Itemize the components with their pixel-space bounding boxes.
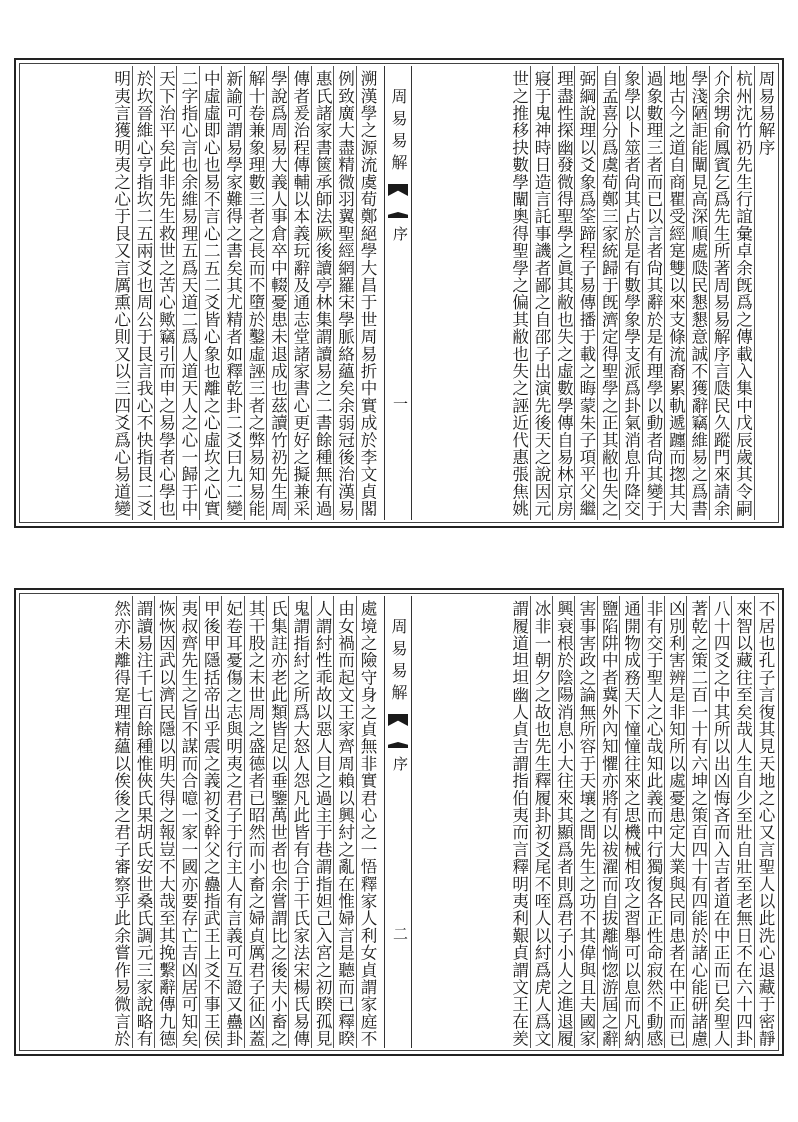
text-column: 氏集註亦老此類皆足以垂鑒萬世者也余嘗謂比之後夫小畜之	[266, 596, 288, 1048]
text-column: 謂履道坦坦幽人貞吉謂指伯夷而言釋明夷利艱貞謂文王在羑	[509, 600, 529, 1048]
text-column: 周易易解序	[754, 66, 776, 520]
text-column: 解十卷兼象理數三者之長而不墮於鑿虛誣三者之弊易知易能	[244, 66, 266, 520]
right-half-page	[416, 596, 776, 1048]
leaf-bottom	[14, 588, 784, 1056]
text-column: 八十四爻之中其所以出凶悔吝而入吉者道在中正而已矣聖人	[709, 596, 731, 1048]
banxin-section-mark: 序	[391, 756, 409, 771]
banxin-page-number: 二	[391, 926, 409, 941]
text-column: 處境之險守身之貞無非實君心之一悟釋家人利女貞謂家庭不	[356, 596, 378, 1048]
text-column: 理盡性探幽發微得聖學之眞其敝也失之虛數學傳自易林京房	[552, 66, 574, 520]
fish-tail-mark-icon	[388, 742, 408, 748]
text-column: 害事害政之論無所容于天壤之間先生之功不其偉與且夫國家	[574, 596, 596, 1048]
text-column: 二字指心言也余維易理五爲天道二爲人道天人之心一歸于中	[176, 66, 198, 520]
fish-tail-mark-icon	[388, 212, 408, 218]
banxin-center-fold	[384, 596, 412, 1048]
text-column: 象學以卜筮者尙其占於是有數學象學支派爲卦氣消息升降交	[619, 66, 641, 520]
text-column: 非有交于聖人之心哉知此義而中行獨復各正性命寂然不動感	[642, 596, 664, 1048]
text-column: 弼綱說理以爻象爲筌蹄程子易傳播于載之晦蒙朱子項平父繼	[574, 66, 596, 520]
text-column: 地古今之道自商瞿受經寔雙以來支條流裔累軌遞躔而揔其大	[664, 66, 686, 520]
text-column: 明夷言獲明夷之心于艮又言厲熏心則又以三四爻爲心易道變	[111, 70, 131, 518]
text-column: 新諭可謂易學家難得之書矣其尤精者如釋乾卦二爻曰九二變	[221, 66, 243, 520]
text-column: 世之推移抉數學闡奧得聖學之偏其敝也失之誣近代惠張焦姚	[509, 70, 529, 518]
left-half-page	[22, 66, 378, 520]
text-column: 甲後甲隱括帝出乎震之義初爻幹父之蠱指武王上爻不事王侯	[199, 596, 221, 1048]
text-column: 不居也孔子言復其見天地之心又言聖人以此洗心退藏于密靜	[754, 596, 776, 1048]
text-column: 介余甥俞鳳賓乞爲先生所著周易易解序言瓞民久蹤門來請余	[709, 66, 731, 520]
text-column: 自孟喜分爲虞荀鄭三家統歸于旣濟定得聖學之正其敝也失之	[597, 66, 619, 520]
text-column: 寢于鬼神時日造言託事譏者鄙之自邵子出演先後天之說因元	[530, 66, 552, 520]
text-column: 天下治平矣此非先生救世之苦心歟竊引而申之易學者心學也	[154, 66, 176, 520]
text-column: 謂讀易注千七百餘種惟俠氏果胡氏安世桑氏調元三家說略有	[132, 596, 154, 1048]
banxin-title: 周易易解	[389, 88, 408, 176]
banxin-page-number: 一	[391, 396, 409, 411]
text-column: 溯漢學之源流虞荀鄭絕學大昌于世周易折中實成於李文貞閣	[356, 66, 378, 520]
text-column: 鹽陷阱中者冀外內知懼亦將有以祓濯而自拔離惝惚游屆之辭	[597, 596, 619, 1048]
text-column: 通開物成務天下憧憧往來之思機械相攻之習舉可以息而凡納	[619, 596, 641, 1048]
text-column: 鬼謂指紂之所爲大怒人怨凡此皆有合于干氏家法宋楊氏易傳	[288, 596, 310, 1048]
text-column: 學淺陋詎能闡見高深順處瓞民懇懇意誠不獲辭竊維易之爲書	[686, 66, 708, 520]
banxin-title: 周易易解	[389, 618, 408, 706]
text-column: 於坎晉維心亨指坎二五兩爻也周公于艮言我心不快指艮二爻	[132, 66, 154, 520]
banxin-center-fold	[384, 66, 412, 520]
text-column: 其干股之末世周之盛德者已昭然而小畜之婦貞厲君子征凶蓋	[244, 596, 266, 1048]
text-column: 夷叔齊先生之旨不謀而合噫一家一國亦要存亡吉凶居可知矣	[176, 596, 198, 1048]
text-column: 傳者爰治程傳輔以本義玩辭及通志堂諸家書心更好之擬兼采	[288, 66, 310, 520]
text-column: 學說爲周易大義人事倉卒中輟憂患未退成也茲讀竹礽先生周	[266, 66, 288, 520]
text-column: 妃卷耳憂傷之志與明夷之君子于行主人有言義可互證又蠱卦	[221, 596, 243, 1048]
text-column: 冰非一朝夕之故也先生釋履卦初爻尾不咥人以紂爲虎人爲文	[530, 596, 552, 1048]
leaf-top	[14, 58, 784, 528]
text-column: 然亦未離得寔理精蘊以俟後之君子審察乎此余嘗作易微言於	[111, 600, 131, 1048]
text-column: 恢恢因武以濟民隱以明失得之報豈不大哉至其挽繫辭傳九德	[154, 596, 176, 1048]
text-column: 興衰根於陰陽消息小大往來其顯爲者則爲君子小人之進退履	[552, 596, 574, 1048]
text-column: 人謂紂性乖故以惡人目之過主于巷謂指妲己入宮之初睽孤見	[311, 596, 333, 1048]
right-half-page	[416, 66, 776, 520]
text-column: 例致廣大盡精微羽翼聖經網羅宋學脈絡蘊矣余弱冠後治漢易	[333, 66, 355, 520]
text-column: 中虛虛即心也易不言心二五二爻皆心象也離之心虛坎之心實	[199, 66, 221, 520]
fish-tail-mark-icon	[388, 714, 408, 726]
text-column: 由女禍而起文王家齊周賴以興紂之亂在惟婦言是聽而已釋睽	[333, 596, 355, 1048]
banxin-section-mark: 序	[391, 226, 409, 241]
text-column: 凶別利害辨是非知所以處憂患定大業與民同患者在中正而已	[664, 596, 686, 1048]
text-column: 著乾之策二百一十有六坤之策百四十有四能於諸心能研諸慮	[686, 596, 708, 1048]
text-column: 來智以藏往至矣哉人生自少至壯自壯至老無日不在六十四卦	[731, 596, 753, 1048]
text-column: 惠氏諸家書篋承師法厥後讀亭林集謂讀易之二書餘種無有過	[311, 66, 333, 520]
text-column: 杭州沈竹礽先生行誼彙卓余旣爲之傳載入集中戊辰歲其令嗣	[731, 66, 753, 520]
fish-tail-mark-icon	[388, 184, 408, 196]
left-half-page	[22, 596, 378, 1048]
text-column: 過象數理三者而已以言者尙其辭於是有理學以動者尙其變于	[642, 66, 664, 520]
